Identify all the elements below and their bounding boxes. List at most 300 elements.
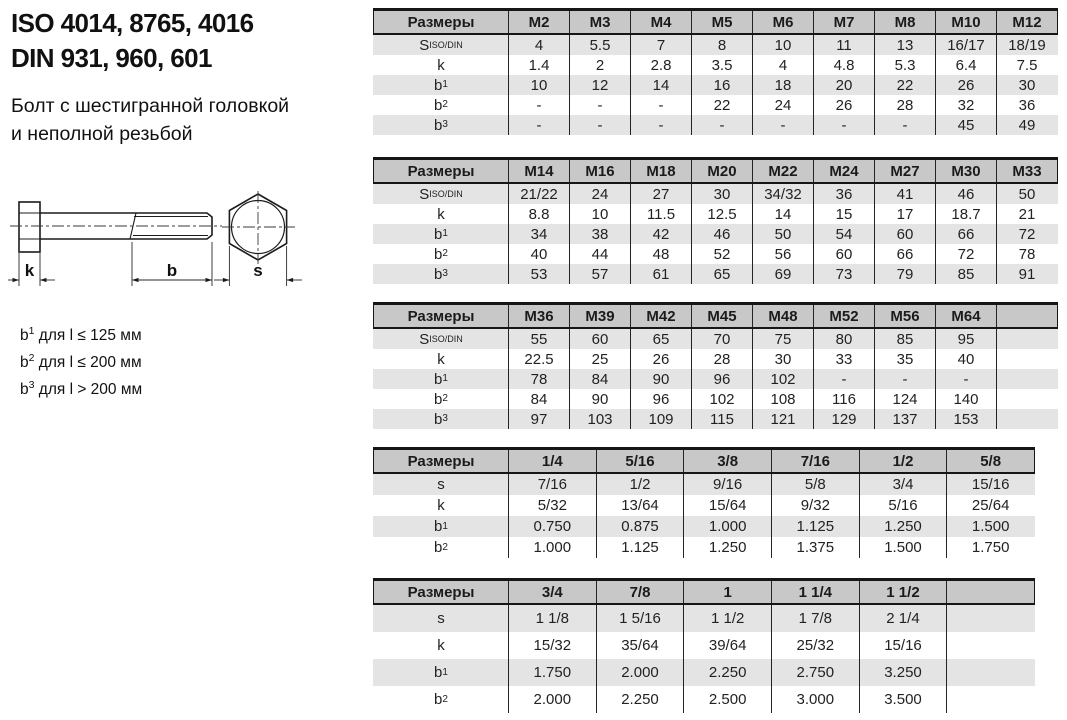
s-arrow-left — [223, 278, 230, 282]
value-cell-M33: 21 — [996, 204, 1057, 224]
value-cell-1-4: 1.000 — [508, 537, 596, 558]
value-cell-M4: - — [630, 115, 691, 135]
subtitle-line-2: и неполной резьбой — [11, 123, 193, 145]
col-header-7-16: 7/16 — [771, 450, 859, 472]
table-row-s — [373, 605, 1035, 632]
value-cell-M2: - — [508, 115, 569, 135]
value-cell-M7: 4.8 — [813, 55, 874, 75]
value-cell-M30: 85 — [935, 264, 996, 284]
col-header-M52: M52 — [813, 305, 874, 327]
value-cell-M18: 61 — [630, 264, 691, 284]
value-cell-M3: - — [569, 95, 630, 115]
value-cell-empty — [946, 605, 1034, 632]
value-cell-M64: 95 — [935, 329, 996, 349]
table-row-b1 — [373, 659, 1035, 686]
value-cell-7-8: 1 5/16 — [596, 605, 684, 632]
value-cell-M64: 140 — [935, 389, 996, 409]
value-cell-3-8: 15/64 — [683, 495, 771, 516]
header-row — [373, 447, 1035, 474]
value-cell-M16: 10 — [569, 204, 630, 224]
bolt-head-side-view — [19, 202, 40, 252]
col-header-M48: M48 — [752, 305, 813, 327]
value-cell-M7: 26 — [813, 95, 874, 115]
value-cell-1-4: 7/16 — [508, 474, 596, 495]
value-cell-M3: - — [569, 115, 630, 135]
value-cell-M56: - — [874, 369, 935, 389]
value-cell-M64: 153 — [935, 409, 996, 429]
col-header-M6: M6 — [752, 11, 813, 33]
value-cell-M48: 108 — [752, 389, 813, 409]
table-row-S — [373, 329, 1058, 349]
value-cell-M52: 80 — [813, 329, 874, 349]
value-cell-M27: 17 — [874, 204, 935, 224]
standard-titles — [11, 6, 253, 76]
col-header-M22: M22 — [752, 160, 813, 182]
value-cell-1-1-4: 1 7/8 — [771, 605, 859, 632]
s-arrow-right — [287, 278, 294, 282]
table-row-b2 — [373, 389, 1058, 409]
row-label-k: k — [437, 350, 445, 368]
table-row-b1 — [373, 224, 1058, 244]
row-label-b1: b 1 — [434, 518, 448, 535]
table-row-k — [373, 55, 1058, 75]
value-cell-M12: 36 — [996, 95, 1057, 115]
value-cell-5-16: 0.875 — [596, 516, 684, 537]
value-cell-5-16: 1.125 — [596, 537, 684, 558]
value-cell-M20: 65 — [691, 264, 752, 284]
value-cell-1: 2.250 — [683, 659, 771, 686]
value-cell-5-8: 25/64 — [946, 495, 1034, 516]
value-cell-M22: 56 — [752, 244, 813, 264]
footnote-line-3: $b^3$ для l > 200 мм — [20, 379, 143, 399]
value-cell-M4: - — [630, 95, 691, 115]
table-row-b3 — [373, 409, 1058, 429]
value-cell-M30: 18.7 — [935, 204, 996, 224]
value-cell-M22: 34/32 — [752, 184, 813, 204]
row-label-b1: b 1 — [434, 664, 448, 681]
row-label-k: k — [437, 205, 445, 223]
value-cell-M22: 50 — [752, 224, 813, 244]
header-row — [373, 302, 1058, 329]
value-cell-M20: 52 — [691, 244, 752, 264]
value-cell-M33: 78 — [996, 244, 1057, 264]
col-header-M24: M24 — [813, 160, 874, 182]
value-cell-M4: 2.8 — [630, 55, 691, 75]
value-cell-M33: 72 — [996, 224, 1057, 244]
value-cell-M18: 48 — [630, 244, 691, 264]
table-inch-large — [373, 578, 1035, 713]
value-cell-1-1-2: 3.250 — [859, 659, 947, 686]
col-header-M30: M30 — [935, 160, 996, 182]
b-arrow-left — [132, 278, 139, 282]
value-cell-M39: 60 — [569, 329, 630, 349]
col-header-1-2: 1/2 — [859, 450, 947, 472]
col-header-M18: M18 — [630, 160, 691, 182]
value-cell-3-8: 1.000 — [683, 516, 771, 537]
value-cell-M5: 22 — [691, 95, 752, 115]
col-header-M64: M64 — [935, 305, 996, 327]
value-cell-M24: 54 — [813, 224, 874, 244]
value-cell-3-4: 2.000 — [508, 686, 596, 713]
value-cell-1-2: 1.250 — [859, 516, 947, 537]
corner-header: Размеры — [407, 162, 475, 180]
value-cell-M8: - — [874, 115, 935, 135]
value-cell-M33: 50 — [996, 184, 1057, 204]
col-header-empty — [996, 305, 1057, 327]
value-cell-5-8: 1.750 — [946, 537, 1034, 558]
b-arrow-right — [206, 278, 213, 282]
value-cell-M16: 57 — [569, 264, 630, 284]
value-cell-7-8: 35/64 — [596, 632, 684, 659]
value-cell-3-4: 1 1/8 — [508, 605, 596, 632]
value-cell-M16: 44 — [569, 244, 630, 264]
col-header-1-1-2: 1 1/2 — [859, 581, 947, 603]
col-header-3-4: 3/4 — [508, 581, 596, 603]
value-cell-1-4: 0.750 — [508, 516, 596, 537]
col-header-M4: M4 — [630, 11, 691, 33]
value-cell-M56: 35 — [874, 349, 935, 369]
value-cell-M20: 12.5 — [691, 204, 752, 224]
value-cell-3-4: 1.750 — [508, 659, 596, 686]
corner-header: Размеры — [407, 307, 475, 325]
table-row-S — [373, 35, 1058, 55]
value-cell-1-2: 1.500 — [859, 537, 947, 558]
table-row-k — [373, 495, 1035, 516]
row-label-S: S ISO/DIN — [419, 330, 463, 348]
value-cell-M18: 11.5 — [630, 204, 691, 224]
value-cell-M36: 22.5 — [508, 349, 569, 369]
table-row-b1 — [373, 75, 1058, 95]
col-header-M39: M39 — [569, 305, 630, 327]
value-cell-M6: - — [752, 115, 813, 135]
value-cell-M16: 24 — [569, 184, 630, 204]
value-cell-5-16: 1/2 — [596, 474, 684, 495]
value-cell-M30: 66 — [935, 224, 996, 244]
corner-header: Размеры — [407, 452, 475, 470]
value-cell-M6: 18 — [752, 75, 813, 95]
value-cell-M64: 40 — [935, 349, 996, 369]
value-cell-M36: 84 — [508, 389, 569, 409]
row-label-s: s — [437, 610, 445, 627]
row-label-b1: b 1 — [434, 76, 448, 94]
value-cell-empty — [946, 632, 1034, 659]
value-cell-empty — [946, 659, 1034, 686]
value-cell-M42: 109 — [630, 409, 691, 429]
value-cell-5-8: 15/16 — [946, 474, 1034, 495]
s-dim-label: s — [253, 261, 263, 280]
value-cell-M42: 26 — [630, 349, 691, 369]
value-cell-7-8: 2.250 — [596, 686, 684, 713]
col-header-3-8: 3/8 — [683, 450, 771, 472]
value-cell-M14: 21/22 — [508, 184, 569, 204]
value-cell-empty — [996, 409, 1057, 429]
header-row — [373, 578, 1035, 605]
value-cell-M45: 115 — [691, 409, 752, 429]
k-arrow-left — [13, 278, 20, 282]
table-metric-m14-m33 — [373, 157, 1058, 284]
col-header-M3: M3 — [569, 11, 630, 33]
value-cell-M6: 10 — [752, 35, 813, 55]
value-cell-M10: 26 — [935, 75, 996, 95]
row-label-b2: b 2 — [434, 245, 448, 263]
col-header-empty — [946, 581, 1034, 603]
value-cell-M56: 85 — [874, 329, 935, 349]
product-subtitle — [11, 92, 289, 148]
value-cell-M52: 129 — [813, 409, 874, 429]
value-cell-7-16: 1.125 — [771, 516, 859, 537]
col-header-M14: M14 — [508, 160, 569, 182]
value-cell-M48: 30 — [752, 349, 813, 369]
col-header-5-8: 5/8 — [946, 450, 1034, 472]
value-cell-7-16: 9/32 — [771, 495, 859, 516]
table-row-k — [373, 349, 1058, 369]
value-cell-M7: 11 — [813, 35, 874, 55]
value-cell-M39: 90 — [569, 389, 630, 409]
value-cell-3-8: 1.250 — [683, 537, 771, 558]
value-cell-M48: 75 — [752, 329, 813, 349]
value-cell-M10: 45 — [935, 115, 996, 135]
iso-standards-title: ISO 4014, 8765, 4016 — [11, 8, 254, 38]
value-cell-M30: 72 — [935, 244, 996, 264]
value-cell-M18: 27 — [630, 184, 691, 204]
value-cell-1-4: 5/32 — [508, 495, 596, 516]
row-label-k: k — [437, 637, 445, 654]
value-cell-M42: 96 — [630, 389, 691, 409]
value-cell-M7: - — [813, 115, 874, 135]
value-cell-M48: 121 — [752, 409, 813, 429]
value-cell-1-1-4: 2.750 — [771, 659, 859, 686]
col-header-M27: M27 — [874, 160, 935, 182]
value-cell-M45: 28 — [691, 349, 752, 369]
value-cell-1-1-2: 15/16 — [859, 632, 947, 659]
header-row — [373, 8, 1058, 35]
value-cell-M64: - — [935, 369, 996, 389]
value-cell-M7: 20 — [813, 75, 874, 95]
value-cell-M52: - — [813, 369, 874, 389]
value-cell-M14: 8.8 — [508, 204, 569, 224]
table-row-b2 — [373, 686, 1035, 713]
col-header-M20: M20 — [691, 160, 752, 182]
col-header-M12: M12 — [996, 11, 1057, 33]
table-row-k — [373, 204, 1058, 224]
value-cell-M33: 91 — [996, 264, 1057, 284]
value-cell-3-4: 15/32 — [508, 632, 596, 659]
value-cell-M22: 69 — [752, 264, 813, 284]
value-cell-M5: 3.5 — [691, 55, 752, 75]
table-row-k — [373, 632, 1035, 659]
value-cell-M45: 102 — [691, 389, 752, 409]
value-cell-M24: 73 — [813, 264, 874, 284]
col-header-M42: M42 — [630, 305, 691, 327]
table-row-S — [373, 184, 1058, 204]
value-cell-M5: 16 — [691, 75, 752, 95]
value-cell-1: 1 1/2 — [683, 605, 771, 632]
value-cell-7-16: 5/8 — [771, 474, 859, 495]
value-cell-M14: 40 — [508, 244, 569, 264]
value-cell-1: 2.500 — [683, 686, 771, 713]
value-cell-M27: 41 — [874, 184, 935, 204]
col-header-M10: M10 — [935, 11, 996, 33]
value-cell-M22: 14 — [752, 204, 813, 224]
row-label-b3: b 3 — [434, 265, 448, 283]
value-cell-M36: 55 — [508, 329, 569, 349]
value-cell-M39: 84 — [569, 369, 630, 389]
row-label-b2: b 2 — [434, 691, 448, 708]
col-header-M5: M5 — [691, 11, 752, 33]
col-header-M36: M36 — [508, 305, 569, 327]
value-cell-M56: 124 — [874, 389, 935, 409]
value-cell-M4: 7 — [630, 35, 691, 55]
table-row-b3 — [373, 264, 1058, 284]
value-cell-M20: 30 — [691, 184, 752, 204]
footnote-line-1: $b^1$ для l ≤ 125 мм — [20, 325, 142, 345]
k-arrow-right — [40, 278, 47, 282]
value-cell-M39: 103 — [569, 409, 630, 429]
subtitle-line-1: Болт с шестигранной головкой — [11, 95, 290, 117]
row-label-s: s — [437, 476, 445, 493]
value-cell-M56: 137 — [874, 409, 935, 429]
value-cell-7-8: 2.000 — [596, 659, 684, 686]
table-inch-small — [373, 447, 1035, 558]
value-cell-M42: 65 — [630, 329, 691, 349]
value-cell-7-16: 1.375 — [771, 537, 859, 558]
value-cell-empty — [946, 686, 1034, 713]
value-cell-M8: 28 — [874, 95, 935, 115]
value-cell-M2: 1.4 — [508, 55, 569, 75]
value-cell-M2: 10 — [508, 75, 569, 95]
value-cell-M16: 38 — [569, 224, 630, 244]
value-cell-M20: 46 — [691, 224, 752, 244]
value-cell-M10: 16/17 — [935, 35, 996, 55]
row-label-k: k — [437, 56, 445, 74]
row-label-b2: b 2 — [434, 96, 448, 114]
value-cell-1-2: 5/16 — [859, 495, 947, 516]
table-metric-m2-m12 — [373, 8, 1058, 135]
row-label-b2: b 2 — [434, 390, 448, 408]
col-header-M45: M45 — [691, 305, 752, 327]
table-row-b2 — [373, 244, 1058, 264]
value-cell-M18: 42 — [630, 224, 691, 244]
table-row-b1 — [373, 516, 1035, 537]
row-label-k: k — [437, 497, 445, 514]
col-header-M7: M7 — [813, 11, 874, 33]
row-label-b1: b 1 — [434, 225, 448, 243]
value-cell-empty — [996, 389, 1057, 409]
row-label-S: S ISO/DIN — [419, 36, 463, 54]
value-cell-M14: 53 — [508, 264, 569, 284]
value-cell-M3: 12 — [569, 75, 630, 95]
value-cell-M27: 79 — [874, 264, 935, 284]
value-cell-M3: 5.5 — [569, 35, 630, 55]
value-cell-M30: 46 — [935, 184, 996, 204]
value-cell-M12: 7.5 — [996, 55, 1057, 75]
value-cell-M4: 14 — [630, 75, 691, 95]
value-cell-M27: 66 — [874, 244, 935, 264]
value-cell-1: 39/64 — [683, 632, 771, 659]
table-row-b2 — [373, 537, 1035, 558]
value-cell-M10: 32 — [935, 95, 996, 115]
footnotes-block — [20, 320, 142, 401]
value-cell-M3: 2 — [569, 55, 630, 75]
value-cell-M45: 70 — [691, 329, 752, 349]
col-header-M33: M33 — [996, 160, 1057, 182]
footnote-line-2: $b^2$ для l ≤ 200 мм — [20, 352, 142, 372]
value-cell-M27: 60 — [874, 224, 935, 244]
col-header-1-4: 1/4 — [508, 450, 596, 472]
value-cell-M42: 90 — [630, 369, 691, 389]
value-cell-M39: 25 — [569, 349, 630, 369]
value-cell-1-1-2: 3.500 — [859, 686, 947, 713]
col-header-M2: M2 — [508, 11, 569, 33]
col-header-1: 1 — [683, 581, 771, 603]
value-cell-M24: 36 — [813, 184, 874, 204]
value-cell-5-16: 13/64 — [596, 495, 684, 516]
value-cell-M24: 15 — [813, 204, 874, 224]
row-label-b3: b 3 — [434, 410, 448, 428]
table-row-b2 — [373, 95, 1058, 115]
row-label-b2: b 2 — [434, 539, 448, 556]
value-cell-M5: 8 — [691, 35, 752, 55]
value-cell-M5: - — [691, 115, 752, 135]
value-cell-5-8: 1.500 — [946, 516, 1034, 537]
table-metric-m36-m64 — [373, 302, 1058, 429]
value-cell-empty — [996, 329, 1057, 349]
col-header-M16: M16 — [569, 160, 630, 182]
table-row-s — [373, 474, 1035, 495]
value-cell-M8: 5.3 — [874, 55, 935, 75]
value-cell-M12: 49 — [996, 115, 1057, 135]
b-dim-label: b — [166, 261, 178, 280]
value-cell-M52: 33 — [813, 349, 874, 369]
table-row-b3 — [373, 115, 1058, 135]
value-cell-M6: 4 — [752, 55, 813, 75]
value-cell-1-1-2: 2 1/4 — [859, 605, 947, 632]
corner-header: Размеры — [407, 13, 475, 31]
row-label-S: S ISO/DIN — [419, 185, 463, 203]
value-cell-M8: 22 — [874, 75, 935, 95]
value-cell-M8: 13 — [874, 35, 935, 55]
value-cell-3-8: 9/16 — [683, 474, 771, 495]
value-cell-M36: 78 — [508, 369, 569, 389]
value-cell-M12: 30 — [996, 75, 1057, 95]
value-cell-M6: 24 — [752, 95, 813, 115]
value-cell-M12: 18/19 — [996, 35, 1057, 55]
value-cell-M2: - — [508, 95, 569, 115]
value-cell-M52: 116 — [813, 389, 874, 409]
table-row-b1 — [373, 369, 1058, 389]
value-cell-M2: 4 — [508, 35, 569, 55]
value-cell-M36: 97 — [508, 409, 569, 429]
col-header-7-8: 7/8 — [596, 581, 684, 603]
value-cell-M10: 6.4 — [935, 55, 996, 75]
col-header-M56: M56 — [874, 305, 935, 327]
value-cell-empty — [996, 369, 1057, 389]
din-standards-title: DIN 931, 960, 601 — [11, 43, 212, 73]
corner-header: Размеры — [407, 583, 475, 601]
col-header-M8: M8 — [874, 11, 935, 33]
value-cell-M14: 34 — [508, 224, 569, 244]
bolt-technical-drawing — [8, 190, 318, 318]
value-cell-1-1-4: 25/32 — [771, 632, 859, 659]
value-cell-1-2: 3/4 — [859, 474, 947, 495]
col-header-5-16: 5/16 — [596, 450, 684, 472]
col-header-1-1-4: 1 1/4 — [771, 581, 859, 603]
value-cell-1-1-4: 3.000 — [771, 686, 859, 713]
value-cell-M24: 60 — [813, 244, 874, 264]
header-row — [373, 157, 1058, 184]
row-label-b3: b 3 — [434, 116, 448, 134]
value-cell-M48: 102 — [752, 369, 813, 389]
